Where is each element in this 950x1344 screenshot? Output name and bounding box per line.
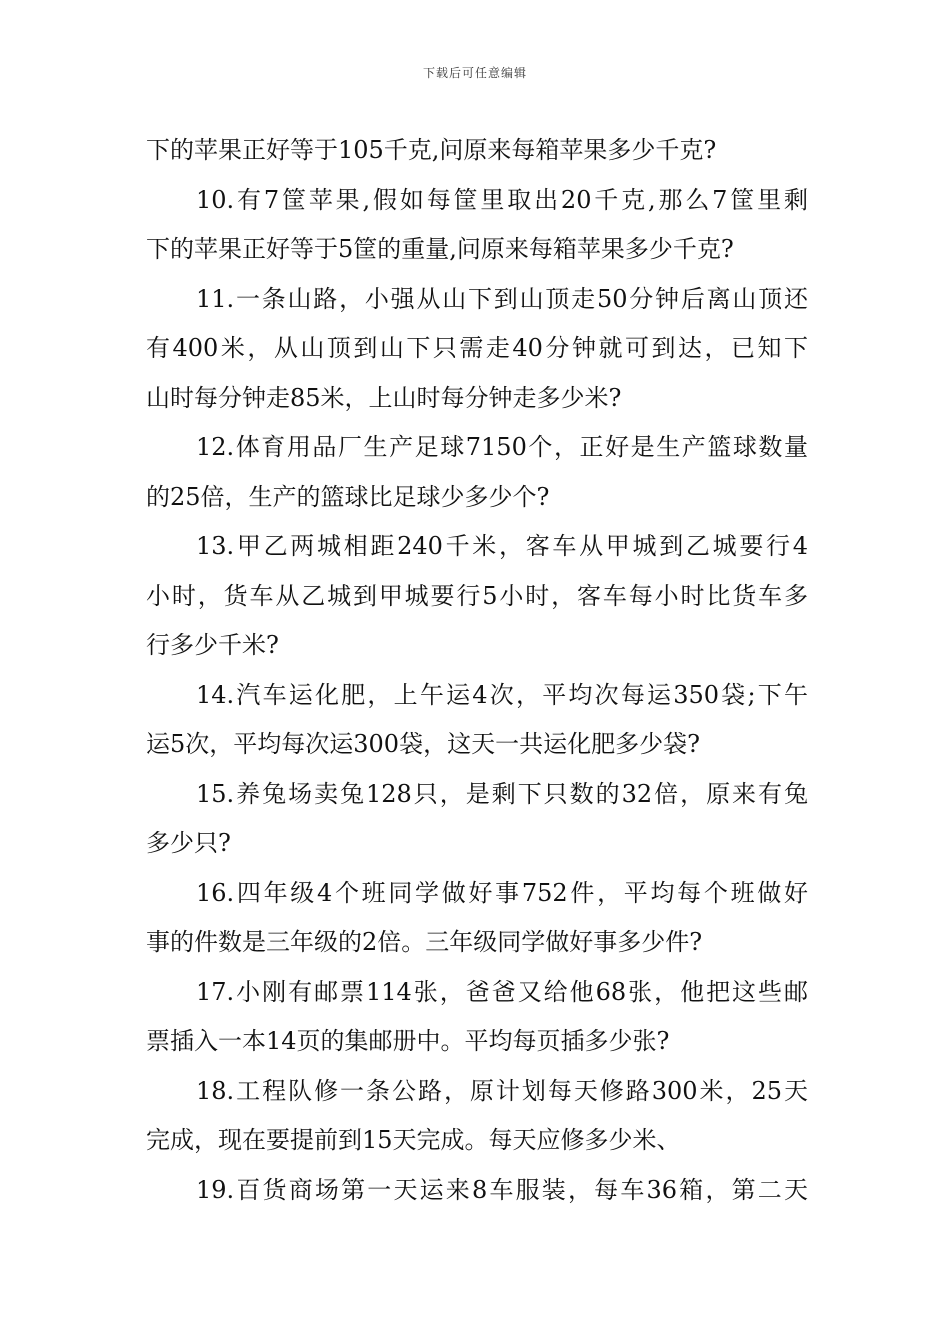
text-line: 下的苹果正好等于5筐的重量,问原来每箱苹果多少千克? (146, 235, 734, 263)
text-line: 事的件数是三年级的2倍。三年级同学做好事多少件? (146, 928, 703, 956)
text-line: 小时，货车从乙城到甲城要行5小时，客车每小时比货车多 (146, 581, 808, 610)
text-line: 的25倍，生产的篮球比足球少多少个? (146, 482, 550, 511)
text-line: 票插入一本14页的集邮册中。平均每页插多少张? (146, 1027, 670, 1055)
text-line: 有400米，从山顶到山下只需走40分钟就可到达，已知下 (146, 334, 808, 362)
text-line: 完成，现在要提前到15天完成。每天应修多少米、 (146, 1126, 681, 1154)
text-line: 19.百货商场第一天运来8车服装，每车36箱，第二天 (196, 1175, 808, 1204)
text-line: 11.一条山路，小强从山下到山顶走50分钟后离山顶还 (196, 284, 808, 313)
text-line: 下的苹果正好等于105千克,问原来每箱苹果多少千克? (146, 136, 717, 164)
text-line: 山时每分钟走85米，上山时每分钟走多少米? (146, 383, 622, 412)
page-header: 下载后可任意编辑 (422, 66, 527, 80)
text-line: 15.养兔场卖兔128只，是剩下只数的32倍，原来有兔 (196, 779, 808, 808)
text-line: 14.汽车运化肥，上午运4次，平均次每运350袋;下午 (196, 680, 808, 709)
text-line: 行多少千米? (146, 631, 279, 659)
text-line: 17.小刚有邮票114张，爸爸又给他68张，他把这些邮 (196, 977, 808, 1006)
text-line: 16.四年级4个班同学做好事752件，平均每个班做好 (196, 878, 808, 907)
text-line: 多少只? (146, 829, 231, 857)
text-line: 运5次，平均每次运300袋，这天一共运化肥多少袋? (146, 730, 700, 758)
text-line: 12.体育用品厂生产足球7150个，正好是生产篮球数量 (196, 433, 808, 461)
text-line: 13.甲乙两城相距240千米，客车从甲城到乙城要行4 (196, 532, 808, 560)
document-body (146, 126, 808, 1215)
text-line: 18.工程队修一条公路，原计划每天修路300米，25天 (196, 1076, 808, 1105)
text-line: 10.有7筐苹果,假如每筐里取出20千克,那么7筐里剩 (196, 185, 808, 214)
